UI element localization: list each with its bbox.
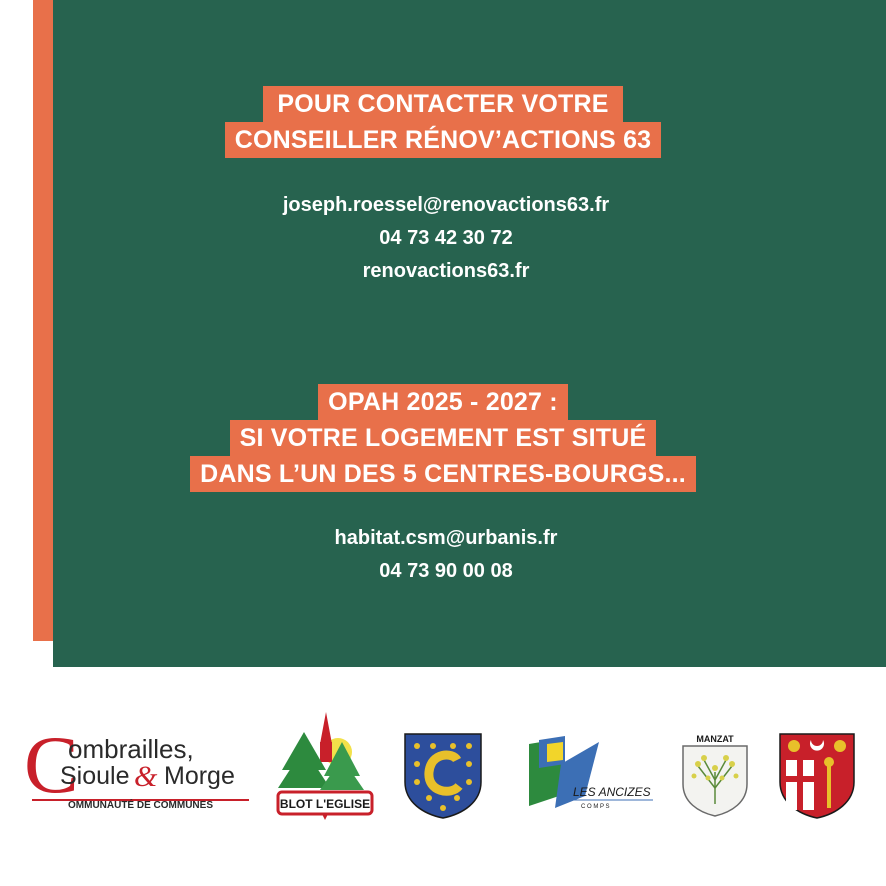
opah-email[interactable]: habitat.csm@urbanis.fr <box>334 527 558 549</box>
combrailles-line-1: ombrailles, <box>68 734 194 764</box>
contact-details <box>53 189 839 288</box>
cross-crest-logo <box>778 732 856 820</box>
combrailles-logo <box>24 730 254 810</box>
contact-website[interactable]: renovactions63.fr <box>362 260 530 282</box>
blot-leglise-logo <box>274 712 374 822</box>
crest-c-logo <box>403 732 483 820</box>
manzat-label: MANZAT <box>696 734 734 744</box>
opah-contact-details <box>53 522 839 588</box>
les-ancizes-sub: C O M P S <box>581 804 610 810</box>
contact-phone[interactable]: 04 73 42 30 72 <box>379 227 513 249</box>
blot-leglise-graphic <box>274 712 374 822</box>
opah-phone[interactable]: 04 73 90 00 08 <box>379 560 513 582</box>
contact-heading-line-1: POUR CONTACTER VOTRE <box>263 86 622 122</box>
combrailles-logo-graphic <box>24 730 254 810</box>
partner-logos <box>0 700 886 840</box>
combrailles-initial: C <box>24 730 79 810</box>
opah-heading <box>0 384 886 492</box>
contact-heading <box>0 86 886 158</box>
contact-email[interactable]: joseph.roessel@renovactions63.fr <box>282 194 610 216</box>
cross-crest-graphic <box>778 732 856 820</box>
combrailles-line-3: OMMUNAUTÉ DE COMMUNES <box>68 800 213 810</box>
crest-c-graphic <box>403 732 483 820</box>
contact-heading-line-2: CONSEILLER RÉNOV’ACTIONS 63 <box>225 122 662 158</box>
opah-heading-line-1: OPAH 2025 - 2027 : <box>318 384 568 420</box>
manzat-logo <box>680 732 750 820</box>
combrailles-line-2a: Sioule <box>60 762 130 790</box>
combrailles-ampersand: & <box>134 760 158 793</box>
opah-heading-line-3: DANS L’UN DES 5 CENTRES-BOURGS... <box>190 456 696 492</box>
les-ancizes-graphic <box>525 734 655 814</box>
blot-leglise-label: BLOT L'EGLISE <box>279 797 371 811</box>
les-ancizes-name: LES ANCIZES <box>573 785 651 799</box>
manzat-graphic <box>680 732 750 820</box>
les-ancizes-logo <box>525 734 655 814</box>
opah-heading-line-2: SI VOTRE LOGEMENT EST SITUÉ <box>230 420 657 456</box>
combrailles-line-2b: Morge <box>164 762 235 790</box>
